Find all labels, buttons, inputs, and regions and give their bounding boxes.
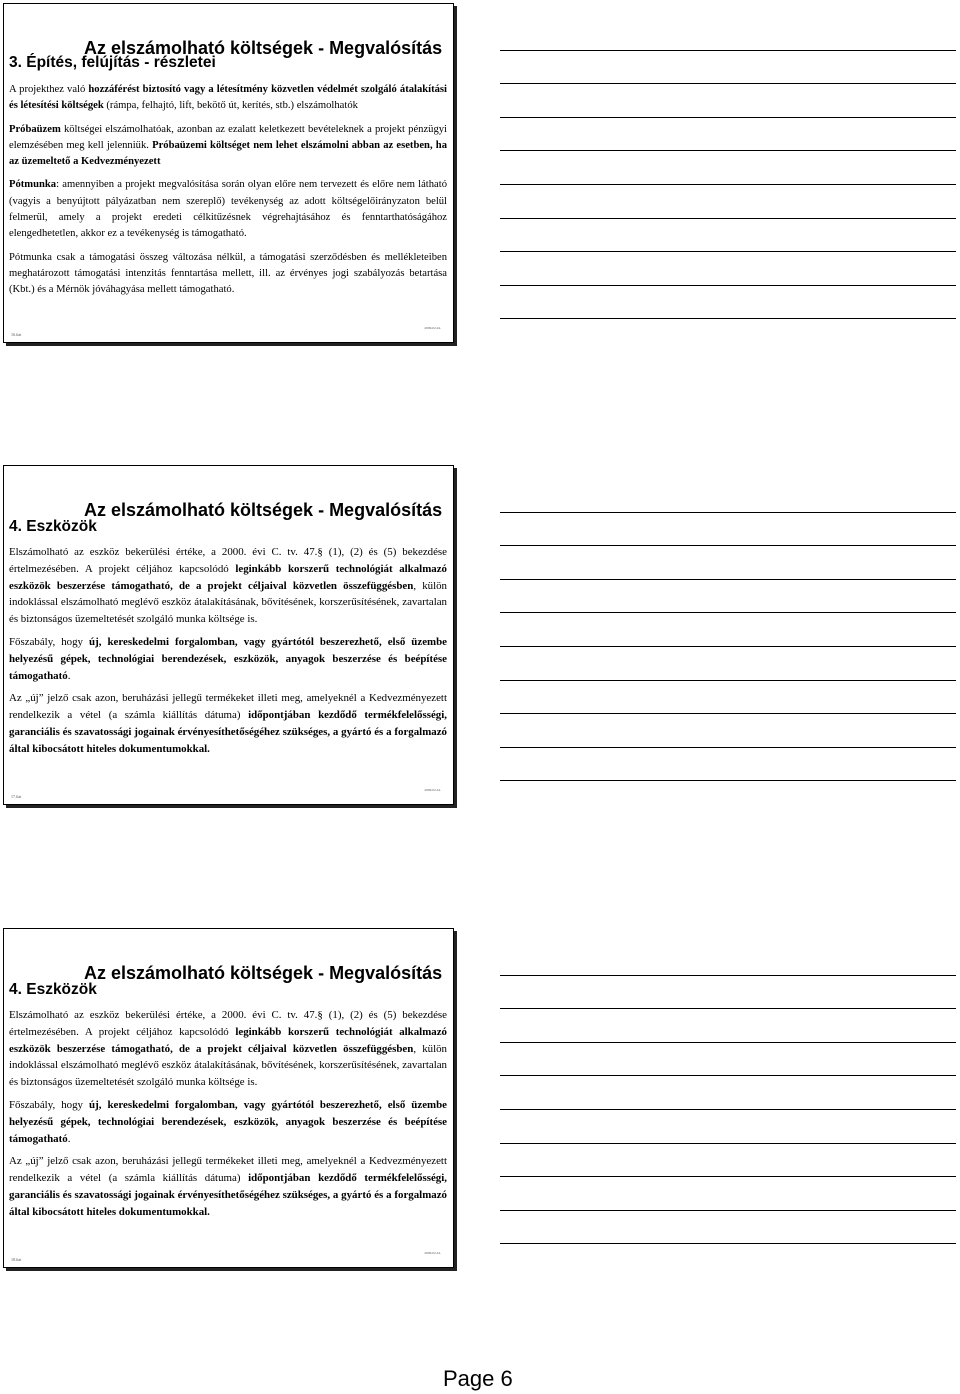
slide-page-label: 17.fiat [11,794,22,799]
bold-run: Pótmunka [9,179,57,191]
slide-page-label: 18.fiat [11,1257,22,1262]
slide-1 [3,3,454,343]
slide-footer-code: 2009.02.24. [424,326,441,330]
text-run: Főszabály, hogy [9,1098,90,1111]
text-run: (rámpa, felhajtó, lift, bekötő út, kerítés, stb.) elszámolhatók [103,100,358,112]
bold-run: Próbaüzem [9,123,61,135]
page-number: Page 6 [443,1366,513,1391]
slide-page-label: 16.fiat [11,332,22,337]
text-run: A projekthez való [9,84,89,95]
bold-run: időpontjában kezdődő termékfelelősségi, garanciális és szavatossági jogainak érvényesíthetőségéhez szükséges, a gyártó és a forgalmazó által kibocsátott hiteles dokumentumokkal. [9,709,447,755]
slide-title: Az elszámolható költségek - Megvalósítás [84,963,443,983]
slide-subtitle: 3. Építés, felújítás - részletei [9,54,216,71]
slide-subtitle: 4. Eszközök [9,981,97,998]
slide-title: Az elszámolható költségek - Megvalósítás [84,38,443,58]
slide-body [9,544,447,764]
slide-3 [3,928,454,1268]
paragraph [9,250,447,299]
bold-run: új, kereskedelmi forgalomban, vagy gyártótól beszerezhető, első üzembe helyezésű gépek, technológiai berendezések, eszközök, anyagok beszerzése és beépítése támogatható [9,1098,447,1145]
bold-run: leginkább korszerű technológiát alkalmazó eszközök beszerzése támogatható, de a projekt céljaival közvetlen összefüggésben [9,562,448,592]
text-run: . [67,669,71,682]
text-run: , külön indoklással elszámolható meglévő eszköz átalakításának, bővítésének, korszerűsítésének, zavartalan és biztonságos üzemeltetését szolgáló munka költsége is. [9,1042,447,1089]
text-run: , külön indoklással elszámolható meglévő eszköz átalakításának, bővítésének, korszerűsítésének, zavartalan és biztonságos üzemeltetését szolgáló munka költsége is. [9,579,447,626]
paragraph [9,1153,447,1220]
paragraph [9,82,447,115]
paragraph [9,177,447,242]
paragraph [9,690,447,757]
paragraph [9,1007,447,1091]
paragraph [9,1097,447,1147]
text-run: Főszabály, hogy [9,635,90,648]
bold-run: Próbaüzemi költséget nem lehet elszámolni abban az esetben, ha az üzemeltető a Kedvezményezett [9,139,447,168]
text-run: Elszámolható az eszköz bekerülési értéke, a 2000. évi C. tv. 47.§ (1), (2) és (5) bekezdése értelmezésében. A projekt céljához kapcsolódó [9,1009,447,1038]
bold-run: új, kereskedelmi forgalomban, vagy gyártótól beszerezhető, első üzembe helyezésű gépek, technológiai berendezések, eszközök, anyagok beszerzése és beépítése támogatható [9,635,447,682]
slide-footer-code: 2009.02.24. [424,788,441,792]
bold-run: hozzáférést biztosító vagy a létesítmény közvetlen védelmét szolgáló átalakítási és létesítési költségek [9,84,447,112]
paragraph [9,544,447,628]
slide-subtitle: 4. Eszközök [9,518,97,535]
slide-footer-code: 2009.02.24. [424,1251,441,1255]
bold-run: leginkább korszerű technológiát alkalmazó eszközök beszerzése támogatható, de a projekt céljaival közvetlen összefüggésben [9,1025,448,1055]
bold-run: időpontjában kezdődő termékfelelősségi, garanciális és szavatossági jogainak érvényesíthetőségéhez szükséges, a gyártó és a forgalmazó által kibocsátott hiteles dokumentumokkal. [9,1172,447,1218]
paragraph [9,122,447,171]
slide-body [9,1007,447,1227]
text-run: : amennyiben a projekt megvalósítása során olyan előre nem tervezett és előre nem látható (vagyis a benyújtott pályázatban nem szereplő) tevékenység az adott költségelőirányzaton belül felmerül, amely a projekt eredeti célkitűzésnek végrehajtásához és fenntarthatóságához elengedhetetlen, akkor ez a tevékenység is támogatható. [9,179,447,240]
slide-body [9,82,447,306]
text-run: Pótmunka csak a támogatási összeg változása nélkül, a támogatási szerződésben és mellékleteiben meghatározott támogatási intenzitás fenntartása mellett, ill. az érvényes jogi szabályozás betartása (Kbt.) és a Mérnök jóváhagyása mellett támogatható. [9,251,447,296]
paragraph [9,634,447,684]
text-run: Elszámolható az eszköz bekerülési értéke, a 2000. évi C. tv. 47.§ (1), (2) és (5) bekezdése értelmezésében. A projekt céljához kapcsolódó [9,546,447,575]
text-run: Az „új” jelző csak azon, beruházási jellegű termékeket illeti meg, amelyeknél a Kedvezményezett rendelkezik a vétel (a számla kiállítás dátuma) [9,1155,447,1185]
text-run: Az „új” jelző csak azon, beruházási jellegű termékeket illeti meg, amelyeknél a Kedvezményezett rendelkezik a vétel (a számla kiállítás dátuma) [9,692,447,722]
text-run: . [67,1132,71,1145]
slide-2 [3,465,454,805]
slide-title: Az elszámolható költségek - Megvalósítás [84,500,443,520]
text-run: költségei elszámolhatóak, azonban az ezalatt keletkezett bevételeknek a projekt pénzügyi elemzésében meg kell jelenniük. [9,123,447,151]
